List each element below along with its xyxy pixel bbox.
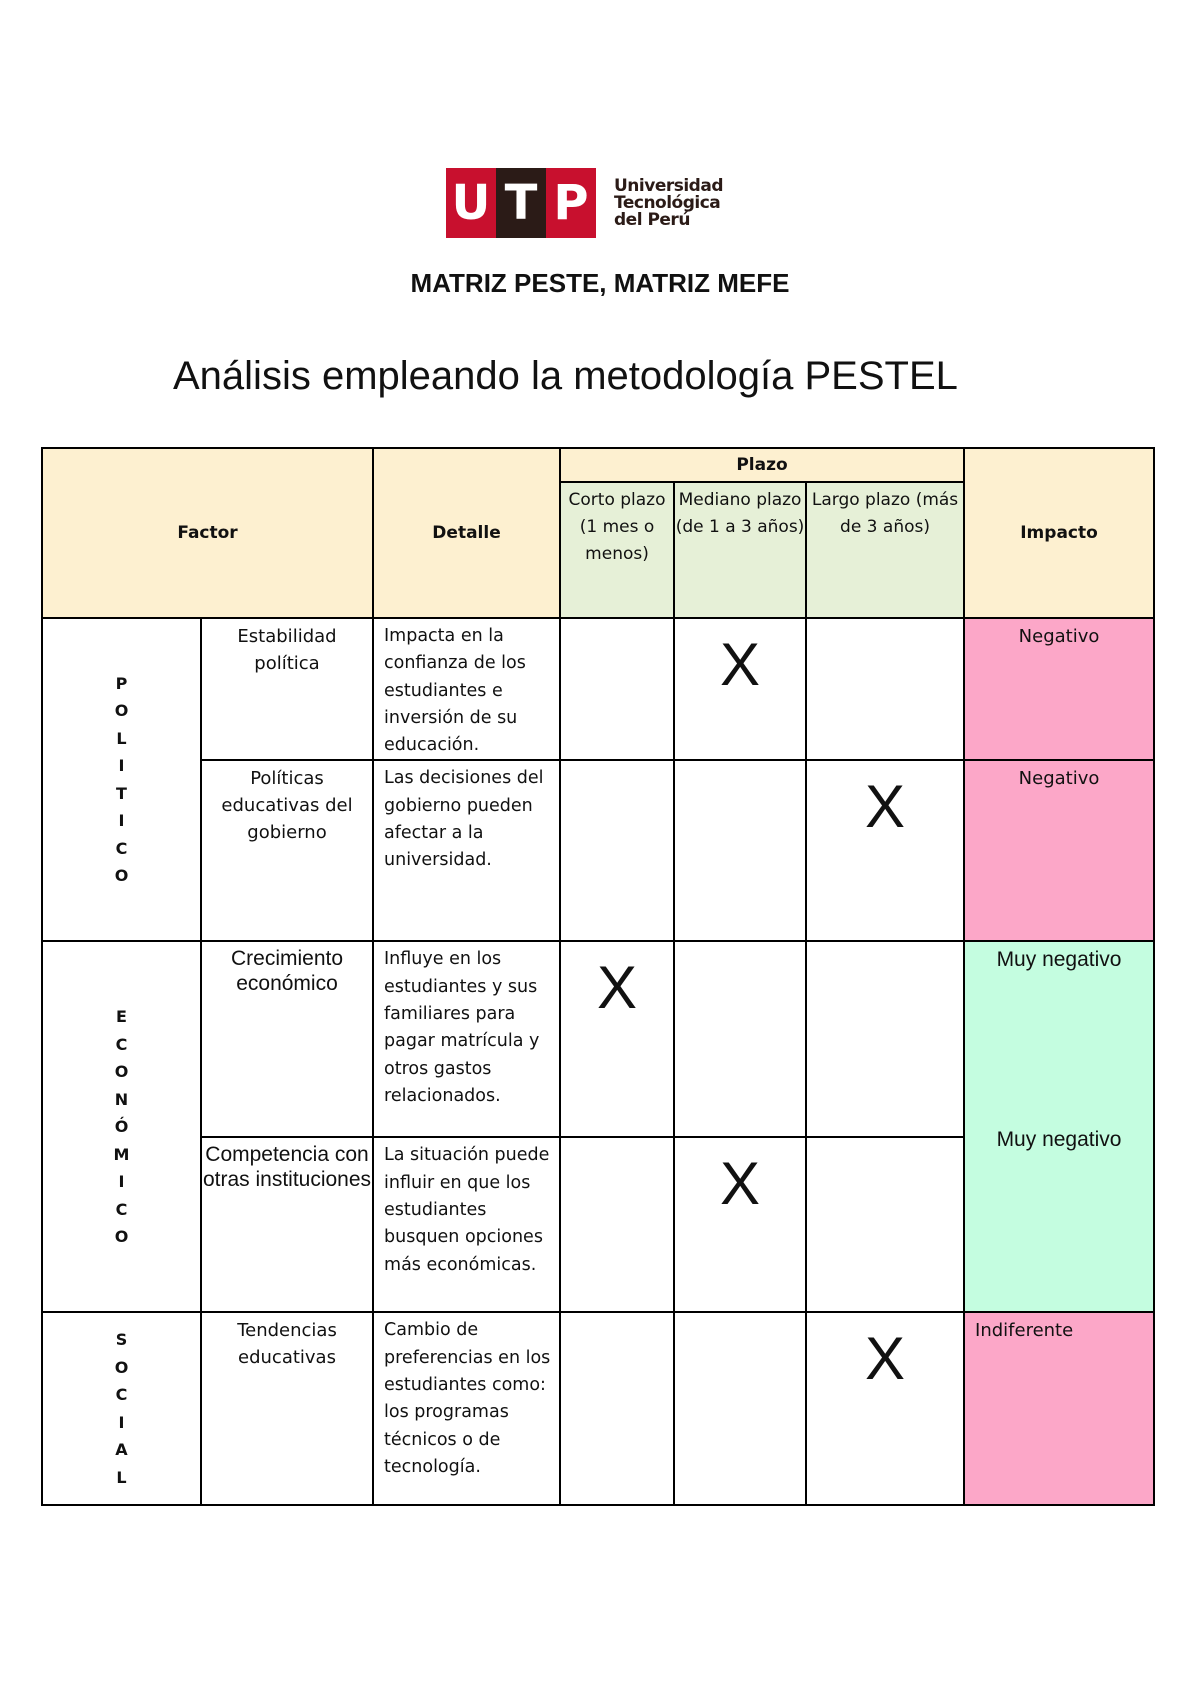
corto-plazo-cell [560,760,674,941]
factor-letter: I [118,756,125,776]
largo-plazo-cell [806,941,964,1137]
factor-letter: I [118,1412,125,1432]
factor-detail: Cambio de preferencias en los estudiantes como: los programas técnicos o de tecnología. [373,1312,560,1505]
factor-letter: O [114,1062,129,1082]
pestel-table [41,447,1155,1506]
table-row [42,1312,1154,1505]
logo-letter-p: P [546,168,596,238]
table-row [42,760,1154,941]
impact-cell: Indiferente [964,1312,1154,1505]
impact-cell [964,941,1154,1312]
corto-plazo-cell [560,618,674,760]
largo-plazo-cell [806,618,964,760]
factor-letter: O [114,1357,129,1377]
impact-value: Muy negativo [996,1128,1122,1152]
logo-letter-t: T [496,168,546,238]
mediano-plazo-mark: X [674,618,806,760]
factor-letter: C [115,1199,128,1219]
largo-plazo-mark: X [806,760,964,941]
header-detalle: Detalle [373,448,560,618]
factor-name: Tendencias educativas [201,1312,373,1505]
table-row [42,941,1154,1137]
factor-name: Políticas educativas del gobierno [201,760,373,941]
impact-value: Muy negativo [996,948,1122,972]
factor-name: Crecimiento económico [201,941,373,1137]
header-factor: Factor [42,448,373,618]
impact-cell: Negativo [964,618,1154,760]
factor-detail: Impacta en la confianza de los estudiantes e inversión de su educación. [373,618,560,760]
factor-detail: Influye en los estudiantes y sus familiares para pagar matrícula y otros gastos relacionados. [373,941,560,1137]
factor-letter: S [115,1330,128,1350]
mediano-plazo-cell [674,1312,806,1505]
impact-cell: Negativo [964,760,1154,941]
logo-wordmark [614,175,723,230]
table-row [42,618,1154,760]
logo-text-line: del Perú [614,209,690,230]
factor-letter: I [118,811,125,831]
factor-letter: C [115,1034,128,1054]
corto-plazo-mark: X [560,941,674,1137]
factor-letter: P [115,673,128,693]
factor-letter: E [116,1007,127,1027]
factor-letter: T [116,783,127,803]
header-plazo: Plazo [560,448,964,482]
mediano-plazo-mark: X [674,1137,806,1312]
factor-letter: C [115,1385,128,1405]
factor-letter: N [114,1089,129,1109]
logo-text-line: Tecnológica [614,192,721,213]
corto-plazo-cell [560,1137,674,1312]
header-largo-plazo: Largo plazo (más de 3 años) [806,482,964,618]
utp-logo [446,168,723,238]
corto-plazo-cell [560,1312,674,1505]
factor-name: Estabilidad política [201,618,373,760]
factor-detail: La situación puede influir en que los estudiantes busquen opciones más económicas. [373,1137,560,1312]
largo-plazo-cell [806,1137,964,1312]
factor-letter: O [114,701,129,721]
logo-letter-u: U [446,168,496,238]
factor-letter: I [118,1172,125,1192]
document-title: MATRIZ PESTE, MATRIZ MEFE [410,268,790,298]
mediano-plazo-cell [674,941,806,1137]
factor-letter: O [114,1227,129,1247]
logo-text-line: Universidad [614,175,723,196]
mediano-plazo-cell [674,760,806,941]
factor-letter: M [113,1144,130,1164]
factor-name: Competencia con otras instituciones [201,1137,373,1312]
factor-letter: C [115,838,128,858]
factor-politico [42,618,201,941]
header-corto-plazo: Corto plazo (1 mes o menos) [560,482,674,618]
factor-social [42,1312,201,1505]
document-subtitle: Análisis empleando la metodología PESTEL [173,354,958,398]
factor-letter: O [114,866,129,886]
factor-letter: Ó [114,1117,129,1137]
factor-economico [42,941,201,1312]
factor-letter: L [116,728,127,748]
header-mediano-plazo: Mediano plazo (de 1 a 3 años) [674,482,806,618]
factor-letter: L [116,1467,127,1487]
header-impacto: Impacto [964,448,1154,618]
factor-detail: Las decisiones del gobierno pueden afectar a la universidad. [373,760,560,941]
factor-letter: A [115,1440,128,1460]
largo-plazo-mark: X [806,1312,964,1505]
